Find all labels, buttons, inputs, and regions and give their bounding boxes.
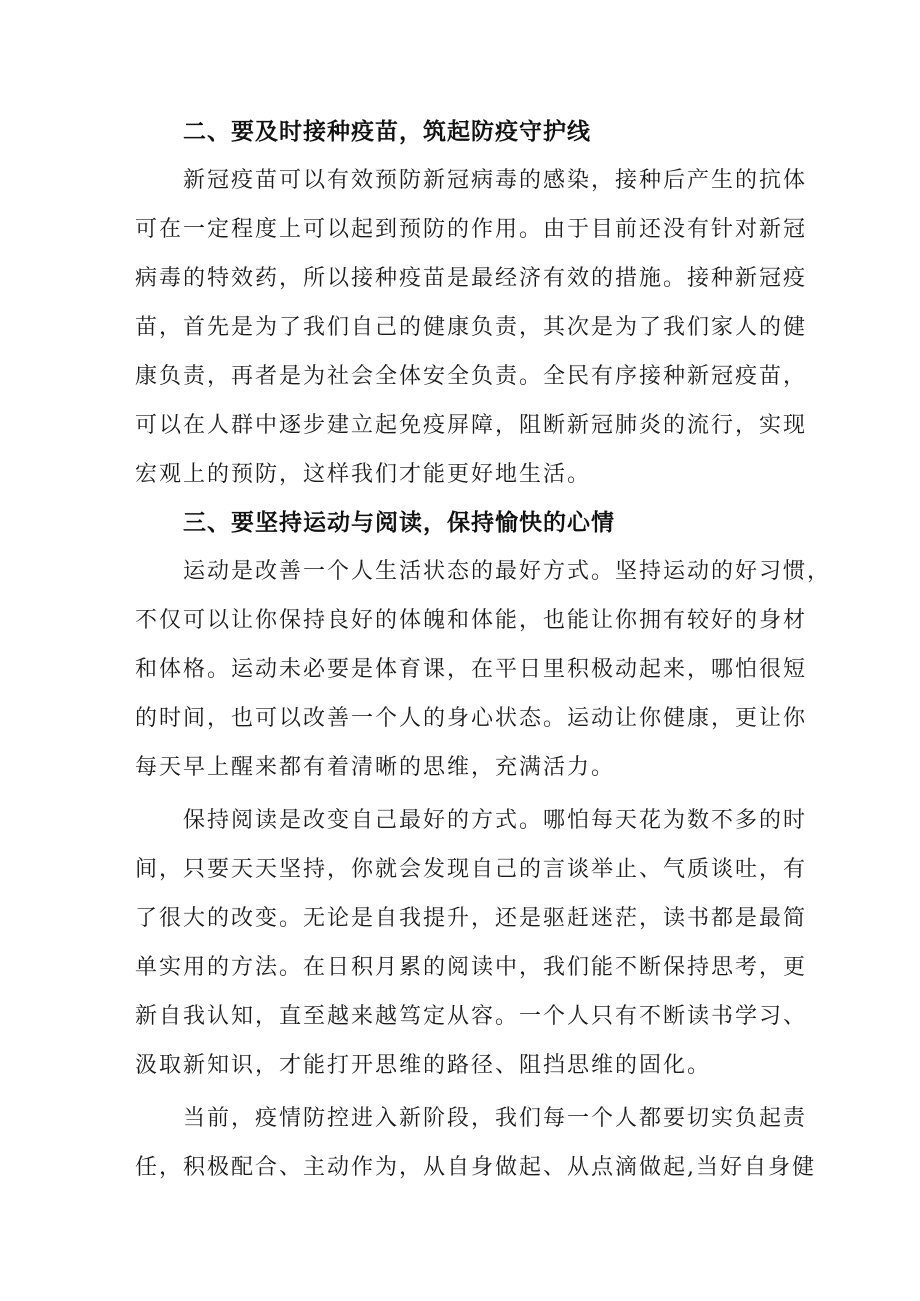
paragraph-line: 病毒的特效药，所以接种疫苗是最经济有效的措施。接种新冠疫 <box>135 266 808 291</box>
section-heading-exercise-reading: 三、要坚持运动与阅读，保持愉快的心情 <box>183 510 615 536</box>
paragraph-line: 每天早上醒来都有着清晰的思维，充满活力。 <box>135 755 616 780</box>
paragraph-line: 汲取新知识，才能打开思维的路径、阻挡思维的固化。 <box>135 1053 712 1078</box>
paragraph-line: 和体格。运动未必要是体育课，在平日里积极动起来，哪怕很短 <box>135 657 808 682</box>
paragraph-line: 单实用的方法。在日积月累的阅读中，我们能不断保持思考，更 <box>135 955 808 980</box>
paragraph-line: 了很大的改变。无论是自我提升，还是驱赶迷茫，读书都是最简 <box>135 906 808 931</box>
paragraph-line: 苗，首先是为了我们自己的健康负责，其次是为了我们家人的健 <box>135 315 808 340</box>
paragraph-line: 可在一定程度上可以起到预防的作用。由于目前还没有针对新冠 <box>135 217 808 242</box>
paragraph-exercise <box>135 547 832 792</box>
section-heading-vaccination: 二、要及时接种疫苗，筑起防疫守护线 <box>183 119 591 145</box>
paragraph-line: 当前，疫情防控进入新阶段，我们每一个人都要切实负起责 <box>183 1106 808 1131</box>
paragraph-conclusion <box>135 1094 816 1192</box>
paragraph-line: 保持阅读是改变自己最好的方式。哪怕每天花为数不多的时 <box>183 808 808 833</box>
paragraph-line: 可以在人群中逐步建立起免疫屏障，阻断新冠肺炎的流行，实现 <box>135 413 808 438</box>
document-body <box>135 108 832 1192</box>
paragraph-line: 不仅可以让你保持良好的体魄和体能，也能让你拥有较好的身材 <box>135 608 808 633</box>
paragraph-line: 运动是改善一个人生活状态的最好方式。坚持运动的好习惯， <box>183 559 832 584</box>
paragraph-reading <box>135 796 808 1090</box>
paragraph-vaccination <box>135 156 808 499</box>
paragraph-line: 新自我认知，直至越来越笃定从容。一个人只有不断读书学习、 <box>135 1004 808 1029</box>
paragraph-line: 宏观上的预防，这样我们才能更好地生活。 <box>135 462 592 487</box>
paragraph-line: 间，只要天天坚持，你就会发现自己的言谈举止、气质谈吐，有 <box>135 857 808 882</box>
paragraph-line: 的时间，也可以改善一个人的身心状态。运动让你健康，更让你 <box>135 706 808 731</box>
paragraph-line: 康负责，再者是为社会全体安全负责。全民有序接种新冠疫苗， <box>135 364 808 389</box>
paragraph-line: 新冠疫苗可以有效预防新冠病毒的感染，接种后产生的抗体 <box>183 168 808 193</box>
paragraph-line: 任，积极配合、主动作为，从自身做起、从点滴做起,当好自身健 <box>135 1155 816 1180</box>
